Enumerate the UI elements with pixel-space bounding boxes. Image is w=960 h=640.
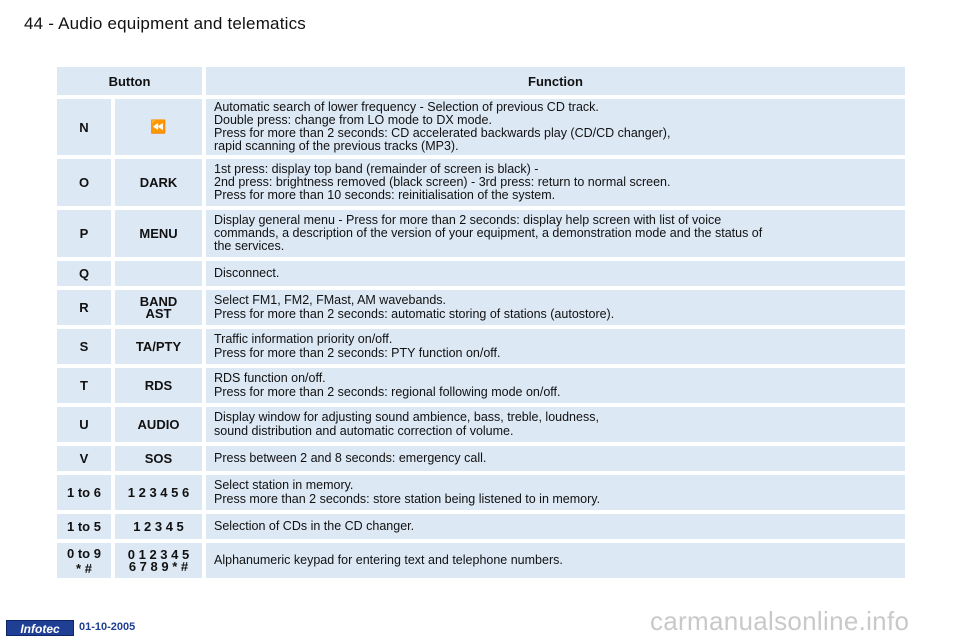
page-title: 44 - Audio equipment and telematics [24, 14, 307, 33]
row-key-label: O [78, 175, 90, 190]
function-line: Automatic search of lower frequency - Selection of previous CD track. [214, 99, 599, 114]
row-button-label: 1 2 3 4 5 6 [127, 484, 190, 500]
infotec-logo: Infotec [6, 620, 74, 636]
row-function [206, 329, 905, 368]
row-key [57, 514, 115, 543]
row-key-label: T [80, 378, 88, 393]
row-key [57, 159, 115, 210]
function-line: Select FM1, FM2, FMast, AM wavebands. [214, 293, 447, 308]
row-key [57, 407, 115, 446]
row-button [115, 261, 206, 290]
row-button [115, 368, 206, 407]
table-row [57, 290, 905, 329]
row-button [115, 159, 206, 210]
rewind-icon [115, 99, 206, 159]
row-key [57, 290, 115, 329]
footer-date: 01-10-2005 [79, 621, 136, 633]
row-key [57, 99, 115, 159]
row-function [206, 210, 905, 261]
table-row [57, 514, 905, 543]
row-button [115, 210, 206, 261]
function-line: Disconnect. [214, 265, 280, 280]
row-key [57, 368, 115, 407]
row-button [115, 407, 206, 446]
row-function [206, 514, 905, 543]
table-row [57, 210, 905, 261]
row-button-label: 1 2 3 4 5 [133, 518, 184, 534]
row-key [57, 543, 115, 582]
row-button [115, 475, 206, 514]
function-line: Display window for adjusting sound ambience, bass, treble, loudness, [214, 410, 599, 425]
row-button [115, 290, 206, 329]
function-line: Traffic information priority on/off. [214, 332, 393, 347]
row-button [115, 329, 206, 368]
row-function [206, 543, 905, 582]
row-key-label: S [79, 339, 89, 354]
row-function [206, 99, 905, 159]
function-line: Press for more than 2 seconds: automatic storing of stations (autostore). [214, 306, 615, 321]
row-function [206, 261, 905, 290]
function-line: Press for more than 2 seconds: CD accelerated backwards play (CD/CD changer), [214, 126, 671, 140]
function-line: Press more than 2 seconds: store station being listened to in memory. [214, 491, 601, 506]
row-button [115, 514, 206, 543]
row-key [57, 329, 115, 368]
row-key-label: U [79, 417, 89, 432]
function-line: sound distribution and automatic correction of volume. [214, 423, 514, 438]
table-row [57, 368, 905, 407]
function-line: Select station in memory. [214, 478, 354, 493]
table-row [57, 329, 905, 368]
function-line: rapid scanning of the previous tracks (MP3). [214, 139, 459, 154]
function-line: Press for more than 2 seconds: regional following mode on/off. [214, 384, 561, 399]
row-key [57, 446, 115, 475]
row-function [206, 159, 905, 210]
function-line: 2nd press: brightness removed (black screen) - 3rd press: return to normal screen. [214, 174, 671, 189]
table-row [57, 407, 905, 446]
button-function-table [57, 67, 905, 582]
table-row [57, 446, 905, 475]
function-line: Display general menu - Press for more than 2 seconds: display help screen with list of voice [214, 212, 722, 227]
table-row [57, 543, 905, 582]
table-row [57, 261, 905, 290]
row-function [206, 475, 905, 514]
row-key-label: R [79, 300, 89, 315]
function-line: Alphanumeric keypad for entering text and telephone numbers. [214, 552, 563, 567]
row-button-label: MENU [139, 225, 178, 241]
function-line: Double press: change from LO mode to DX mode. [214, 112, 492, 127]
row-button-label: AUDIO [137, 416, 180, 432]
row-key [57, 210, 115, 261]
function-line: Selection of CDs in the CD changer. [214, 518, 415, 533]
row-function [206, 446, 905, 475]
row-button [115, 446, 206, 475]
function-line: Press for more than 2 seconds: PTY function on/off. [214, 345, 501, 360]
row-function [206, 407, 905, 446]
table-row [57, 475, 905, 514]
function-line: the services. [214, 239, 285, 254]
row-function [206, 368, 905, 407]
row-key-label: 0 to 9 * # [67, 545, 101, 576]
watermark: carmanualsonline.info [650, 606, 910, 636]
row-key [57, 475, 115, 514]
row-function [206, 290, 905, 329]
row-button-label: SOS [144, 450, 173, 466]
row-button-label: 0 1 2 3 4 5 6 7 8 9 * # [127, 546, 190, 574]
row-key [57, 261, 115, 290]
row-key-label: P [79, 226, 89, 241]
table-header-row [57, 67, 905, 99]
row-key-label: Q [78, 266, 90, 281]
row-button [115, 543, 206, 582]
function-line: Press between 2 and 8 seconds: emergency call. [214, 450, 487, 465]
row-button-label: TA/PTY [135, 338, 182, 354]
row-key-label: 1 to 5 [67, 519, 101, 534]
column-header-button: Button [57, 67, 206, 99]
row-key-label: V [79, 451, 89, 466]
function-line: RDS function on/off. [214, 371, 326, 386]
row-key-label: 1 to 6 [67, 485, 101, 500]
function-line: Press for more than 10 seconds: reinitialisation of the system. [214, 188, 556, 203]
function-line: commands, a description of the version of your equipment, a demonstration mode and the status of [214, 225, 763, 240]
function-line: 1st press: display top band (remainder of screen is black) - [214, 161, 539, 176]
row-key-label: N [79, 119, 89, 135]
table-row [57, 159, 905, 210]
row-button-label: RDS [144, 377, 173, 393]
row-button-label: ⏪ [150, 119, 167, 134]
row-button-label: DARK [139, 174, 178, 190]
table-row [57, 99, 905, 159]
row-button-label: BAND AST [139, 293, 178, 321]
column-header-function: Function [206, 67, 905, 99]
